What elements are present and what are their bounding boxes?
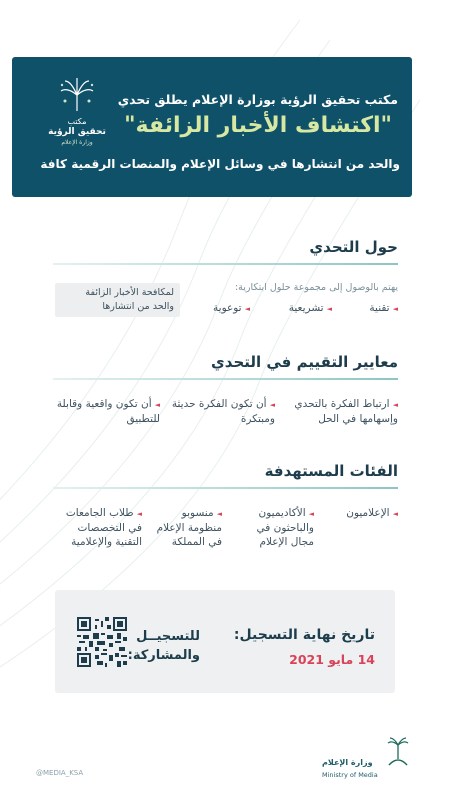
goal-tag-line1: لمكافحة الأخبار الزائفة	[85, 287, 174, 298]
bullet-icon: ◄	[154, 401, 160, 409]
ministry-logo	[320, 735, 410, 785]
deadline-label: تاريخ نهاية التسجيل:	[233, 627, 375, 643]
about-section-title: حول التحدي	[309, 238, 398, 256]
social-handle: @MEDIA_KSA	[36, 769, 84, 777]
bullet-icon: ◄	[308, 510, 314, 518]
bullet-icon: ◄	[216, 510, 222, 518]
logo-text-ministry: وزارة الإعلام	[61, 139, 93, 146]
bullet-icon: ◄	[269, 401, 275, 409]
goal-tag	[55, 283, 180, 317]
banner-subtitle: والحد من انتشارها في وسائل الإعلام والمنصات الرقمية كافة	[40, 157, 400, 171]
logo-text-office: مكتب	[67, 117, 87, 126]
solution-type-item: ◄تشريعية	[288, 302, 332, 314]
criteria-section-divider	[53, 378, 398, 380]
bullet-icon: ◄	[392, 401, 398, 409]
header-banner	[12, 57, 412, 197]
saudi-emblem-icon	[386, 737, 410, 767]
ministry-name-ar: وزارة الإعلام	[322, 758, 373, 767]
criteria-item-feasibility: ◄أن تكون واقعية وقابلة للتطبيق	[56, 398, 160, 425]
deadline-date: 14 مايو 2021	[289, 652, 375, 667]
registration-box	[55, 590, 395, 693]
logo-text-vision: تحقيق الرؤية	[48, 127, 106, 137]
criteria-item-relevance: ◄ارتباط الفكرة بالتحدي وإسهامها في الحل	[294, 398, 398, 425]
ministry-name-en: Ministry of Media	[322, 771, 378, 779]
bullet-icon: ◄	[326, 305, 332, 313]
target-group-item: ◄الأكاديميون والباحثون في مجال الإعلام	[256, 507, 314, 548]
groups-section-title: الفئات المستهدفة	[264, 462, 398, 480]
criteria-item-novelty: ◄أن تكون الفكرة حديثة ومبتكرة	[171, 398, 275, 425]
criteria-section-title: معايير التقييم في التحدي	[211, 353, 398, 371]
bullet-icon: ◄	[136, 510, 142, 518]
banner-intro-text: مكتب تحقيق الرؤية بوزارة الإعلام يطلق تحدي	[117, 92, 398, 107]
challenge-title: "اكتشاف الأخبار الزائفة"	[124, 113, 392, 138]
goal-tag-line2: والحد من انتشارها	[102, 301, 174, 312]
palm-emblem-icon	[57, 75, 97, 113]
bullet-icon: ◄	[244, 305, 250, 313]
bullet-icon: ◄	[392, 305, 398, 313]
about-intro-text: يهتم بالوصول إلى مجموعة حلول ابتكارية:	[234, 282, 398, 293]
qr-code-icon[interactable]	[77, 617, 127, 667]
register-call: للتسجيــل والمشاركة:	[127, 629, 200, 663]
groups-section-divider	[53, 487, 398, 489]
solution-type-item: ◄توعوية	[213, 302, 250, 314]
about-section-divider	[53, 263, 398, 265]
vision-office-logo	[42, 75, 112, 149]
bullet-icon: ◄	[392, 510, 398, 518]
solution-type-item: ◄تقنية	[369, 302, 398, 314]
target-group-item: ◄منسوبو منظومة الإعلام في المملكة	[156, 507, 222, 548]
target-group-item: ◄الإعلاميون	[346, 507, 398, 519]
target-group-item: ◄طلاب الجامعات في التخصصات التقنية والإعلامية	[65, 507, 142, 548]
